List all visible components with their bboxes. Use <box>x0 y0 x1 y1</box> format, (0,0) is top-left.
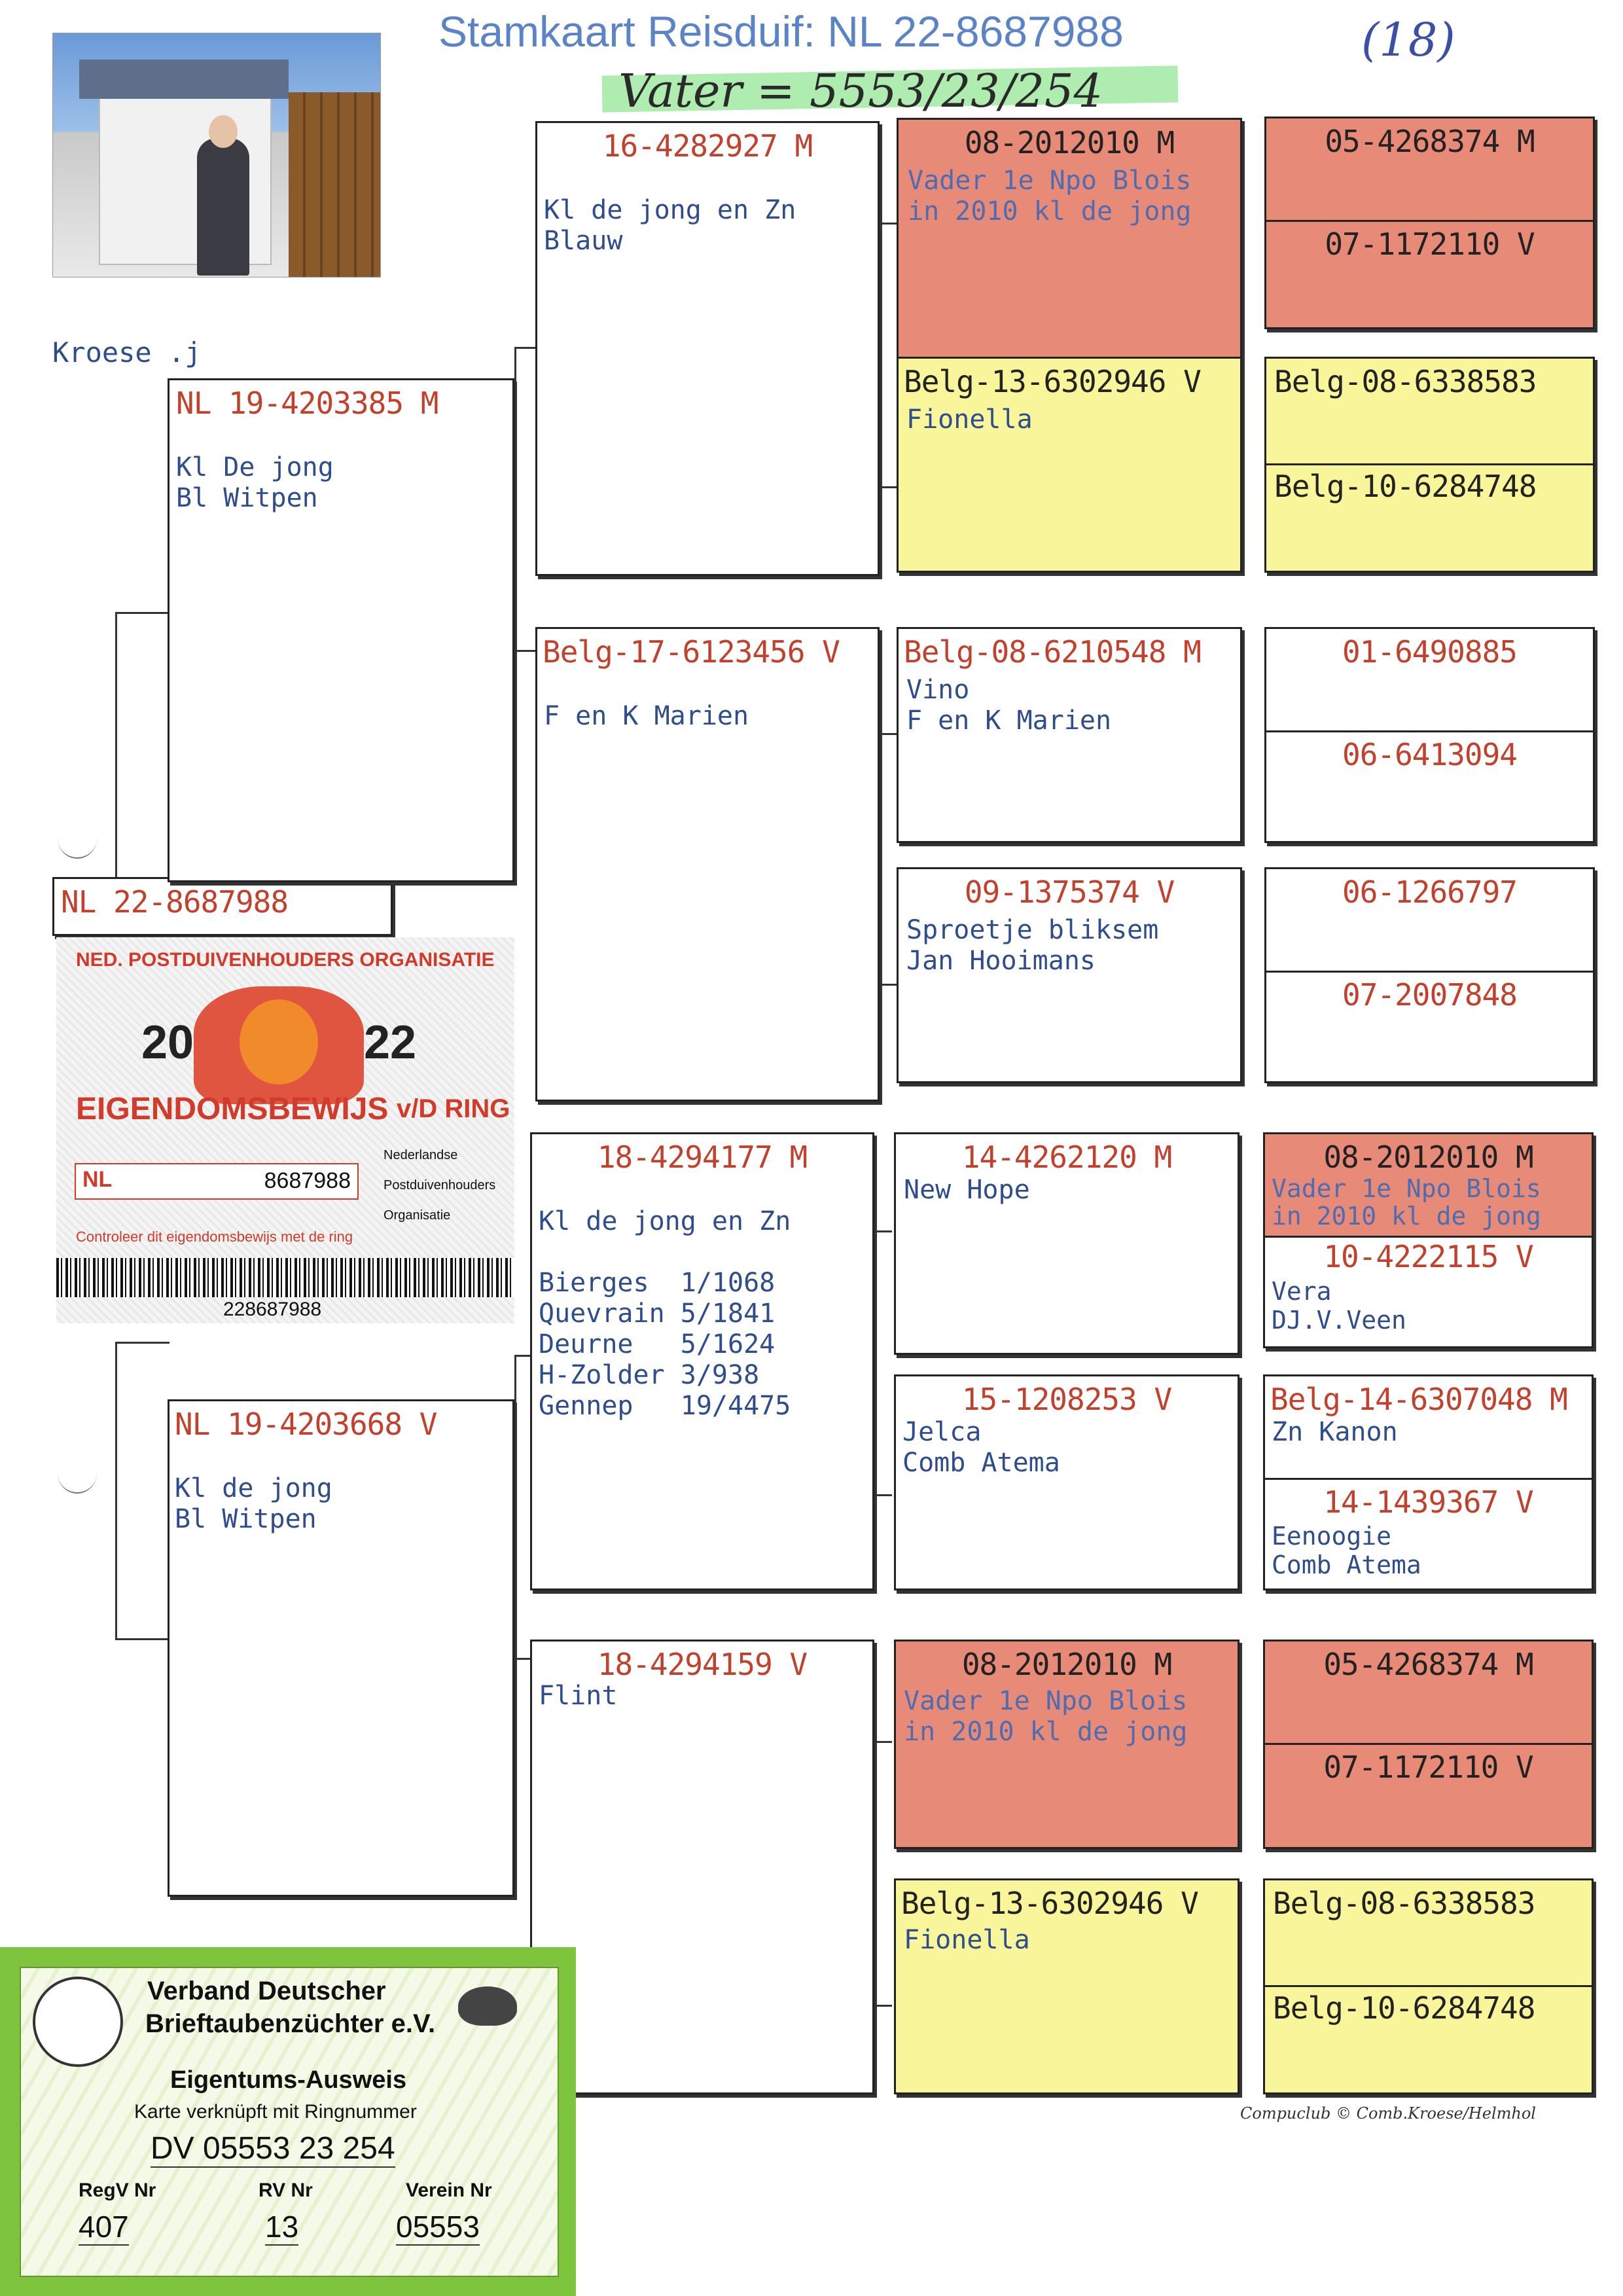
npo-emblem-lion <box>240 999 318 1085</box>
footer-credit: Compuclub © Comb.Kroese/Helmhol <box>1240 2104 1536 2123</box>
npo-letters <box>383 1140 495 1230</box>
dv-col1-value: 407 <box>79 2209 129 2246</box>
gen4-5-top-info: Vader 1e Npo Blois in 2010 kl de jong <box>1272 1174 1541 1230</box>
gen4-3-divider <box>1266 730 1593 732</box>
gen4-8-top: Belg-08-6338583 <box>1273 1886 1535 1921</box>
dv-col2-value: 13 <box>265 2209 298 2246</box>
gen4-4-top: 06-1266797 <box>1342 874 1517 910</box>
ggp-5 <box>894 1132 1240 1355</box>
parent-sire-info: Kl De jong Bl Witpen <box>176 452 334 513</box>
dv-pigeon-icon <box>458 1986 517 2026</box>
bracket-gen3-3 <box>874 1230 892 1496</box>
dv-logo-icon <box>33 1977 123 2067</box>
dv-title: Eigentums-Ausweis <box>170 2066 407 2094</box>
bracket-gen1-bottom <box>115 1342 169 1640</box>
punch-hole-top <box>58 818 97 859</box>
gen4-8 <box>1263 1878 1594 2094</box>
grandparent-4-ring: 18-4294159 V <box>597 1647 808 1682</box>
gen4-5-bottom-info: Vera DJ.V.Veen <box>1272 1277 1406 1335</box>
dv-subtitle: Karte verknüpft mit Ringnummer <box>134 2101 417 2123</box>
person-head <box>209 115 238 148</box>
gen4-2-divider <box>1266 463 1593 465</box>
bracket-gen3-1 <box>880 223 897 488</box>
ggp-2-ring: Belg-13-6302946 V <box>904 364 1201 399</box>
gen4-8-divider <box>1265 1985 1592 1987</box>
ggp-7-info: Vader 1e Npo Blois in 2010 kl de jong <box>904 1686 1188 1747</box>
subject-box <box>52 877 393 936</box>
dv-ring: DV 05553 23 254 <box>151 2130 395 2168</box>
npo-number: 8687988 <box>264 1168 351 1193</box>
ggp-4-info: Sproetje bliksem Jan Hooimans <box>906 915 1159 976</box>
parent-dam <box>168 1399 514 1897</box>
bracket-gen3-4 <box>874 1741 892 2007</box>
gen4-2 <box>1264 357 1595 573</box>
person-figure <box>197 138 249 276</box>
parent-sire-ring: NL 19-4203385 M <box>176 386 438 421</box>
ggp-5-info: New Hope <box>904 1175 1030 1205</box>
ggp-1-ring: 08-2012010 M <box>964 125 1175 160</box>
npo-title-suffix: v/D RING <box>397 1094 510 1123</box>
grandparent-2 <box>535 627 880 1102</box>
gen4-7-bottom: 07-1172110 V <box>1323 1749 1533 1785</box>
grandparent-1 <box>535 121 880 576</box>
gen4-2-top: Belg-08-6338583 <box>1274 364 1537 399</box>
gen4-4 <box>1264 867 1595 1083</box>
gen4-5 <box>1263 1132 1594 1348</box>
ggp-8-ring: Belg-13-6302946 V <box>901 1886 1198 1921</box>
gen4-7-divider <box>1265 1743 1592 1745</box>
parent-dam-info: Kl de jong Bl Witpen <box>175 1473 332 1534</box>
gen4-6 <box>1263 1374 1594 1590</box>
dv-org-line2: Brieftaubenzüchter e.V. <box>145 2009 436 2038</box>
ggp-8-info: Fionella <box>904 1925 1030 1955</box>
gen4-4-bottom: 07-2007848 <box>1342 977 1517 1013</box>
gen4-6-top-info: Zn Kanon <box>1272 1417 1398 1447</box>
ggp-6-info: Jelca Comb Atema <box>902 1417 1060 1478</box>
dv-col2-label: RV Nr <box>259 2179 313 2201</box>
dv-org-line1: Verband Deutscher <box>147 1977 386 2005</box>
ggp-2-info: Fionella <box>906 404 1033 435</box>
npo-ownership-card <box>56 937 514 1323</box>
grandparent-3-ring: 18-4294177 M <box>597 1139 808 1175</box>
npo-org: NED. POSTDUIVENHOUDERS ORGANISATIE <box>76 949 495 971</box>
grandparent-1-ring: 16-4282927 M <box>602 128 813 164</box>
gen4-1-top: 05-4268374 M <box>1325 124 1535 159</box>
ggp-3-info: Vino F en K Marien <box>906 675 1112 736</box>
gen4-1 <box>1264 117 1595 329</box>
grandparent-1-info: Kl de jong en Zn Blauw <box>544 195 796 256</box>
house-roof <box>79 60 289 99</box>
npo-note: Controleer dit eigendomsbewijs met de ring <box>76 1229 353 1245</box>
gen4-2-bottom: Belg-10-6284748 <box>1274 469 1537 504</box>
npo-letter-p: Postduivenhouders <box>383 1178 496 1193</box>
gen4-5-divider <box>1265 1236 1592 1238</box>
gen4-6-top: Belg-14-6307048 M <box>1270 1382 1567 1417</box>
gen4-3 <box>1264 627 1595 843</box>
npo-year-left: 20 <box>141 1016 194 1069</box>
ggp-1-info: Vader 1e Npo Blois in 2010 kl de jong <box>908 166 1192 226</box>
subject-ring: NL 22-8687988 <box>61 884 289 920</box>
barcode <box>56 1258 514 1297</box>
dv-col3-label: Verein Nr <box>406 2179 492 2201</box>
page-title: Stamkaart Reisduif: NL 22-8687988 <box>438 7 1124 56</box>
owner-photo <box>52 33 381 278</box>
ggp-2 <box>897 357 1242 573</box>
dv-ownership-card <box>0 1947 576 2296</box>
gen4-5-top: 08-2012010 M <box>1323 1139 1533 1175</box>
grandparent-4-info: Flint <box>539 1681 618 1711</box>
owner-name: Kroese .j <box>52 336 202 368</box>
gen4-4-divider <box>1266 971 1593 973</box>
npo-year-right: 22 <box>364 1016 417 1069</box>
handwritten-note: Vater = 5553/23/254 <box>618 64 1103 118</box>
grandparent-2-ring: Belg-17-6123456 V <box>543 634 840 670</box>
gen4-5-bottom: 10-4222115 V <box>1323 1239 1533 1274</box>
ggp-5-ring: 14-4262120 M <box>961 1139 1172 1175</box>
ggp-4 <box>897 867 1242 1083</box>
gen4-3-bottom: 06-6413094 <box>1342 737 1517 772</box>
npo-letter-o: Organisatie <box>383 1208 451 1223</box>
gen4-6-bottom-info: Eenoogie Comb Atema <box>1272 1522 1421 1579</box>
gen4-8-bottom: Belg-10-6284748 <box>1273 1990 1535 2026</box>
dv-col1-label: RegV Nr <box>79 2179 156 2201</box>
npo-country: NL <box>82 1167 113 1192</box>
ggp-4-ring: 09-1375374 V <box>964 874 1175 910</box>
corner-mark: (18) <box>1361 13 1455 67</box>
gen4-5-top-panel <box>1265 1134 1592 1236</box>
gen4-6-bottom: 14-1439367 V <box>1323 1484 1533 1520</box>
npo-title: EIGENDOMSBEWIJS <box>76 1092 389 1126</box>
bracket-gen3-2 <box>880 733 897 986</box>
npo-letter-n: Nederlandse <box>383 1148 458 1162</box>
ggp-6-ring: 15-1208253 V <box>961 1382 1172 1417</box>
barcode-number: 228687988 <box>223 1299 322 1320</box>
ggp-1 <box>897 118 1242 367</box>
parent-dam-ring: NL 19-4203668 V <box>175 1407 437 1442</box>
gen4-7-top: 05-4268374 M <box>1323 1647 1533 1682</box>
ggp-6 <box>894 1374 1240 1590</box>
punch-hole-bottom <box>58 1453 97 1494</box>
grandparent-4 <box>530 1640 874 2094</box>
gen4-1-bottom: 07-1172110 V <box>1325 226 1535 262</box>
ggp-7 <box>894 1640 1240 1849</box>
grandparent-3-info: Kl de jong en Zn Bierges 1/1068 Quevrain 5/1841 Deurne 5/1624 H-Zolder 3/938 Gennep 19/4475 <box>539 1206 791 1421</box>
ggp-3-ring: Belg-08-6210548 M <box>904 634 1201 670</box>
gen4-6-divider <box>1265 1478 1592 1480</box>
bracket-gen1-top <box>115 612 169 910</box>
dv-col3-value: 05553 <box>396 2209 480 2246</box>
ggp-8 <box>894 1878 1240 2094</box>
grandparent-3 <box>530 1132 874 1590</box>
fence <box>289 92 380 277</box>
ggp-3 <box>897 627 1242 843</box>
parent-sire <box>168 378 514 882</box>
grandparent-2-info: F en K Marien <box>544 701 749 731</box>
ggp-7-ring: 08-2012010 M <box>961 1647 1172 1682</box>
gen4-7 <box>1263 1640 1594 1849</box>
npo-ring-field <box>75 1163 359 1200</box>
gen4-3-top: 01-6490885 <box>1342 634 1517 670</box>
gen4-1-divider <box>1266 220 1593 222</box>
